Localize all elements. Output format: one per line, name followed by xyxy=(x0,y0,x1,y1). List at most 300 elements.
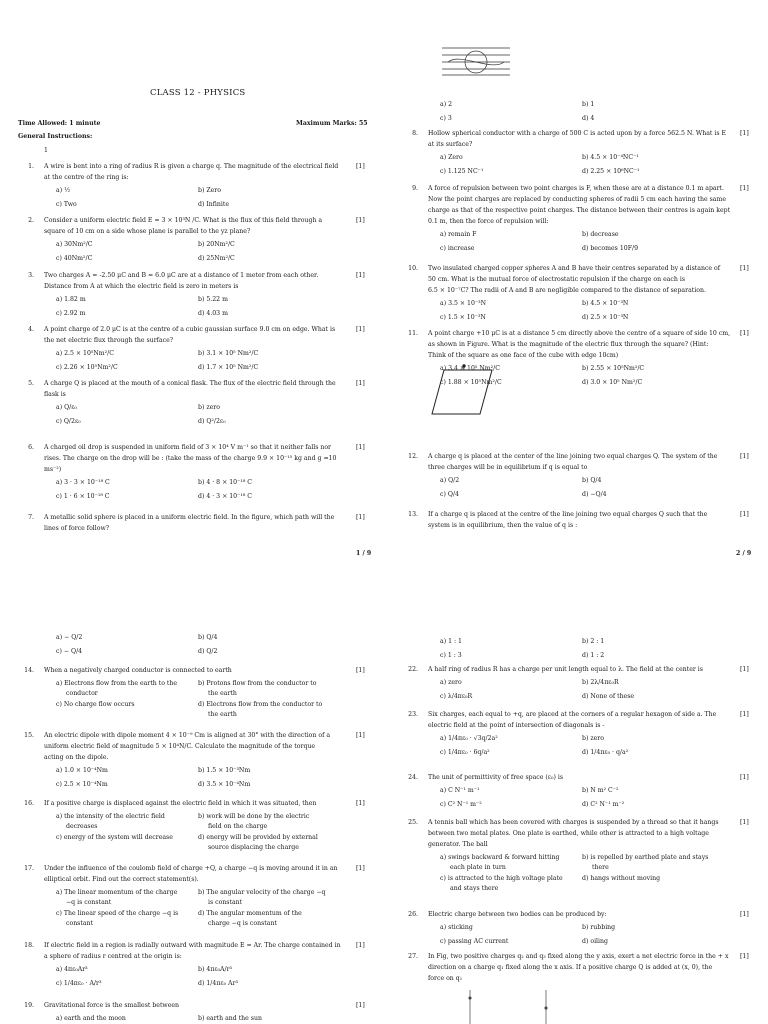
question-line: Two insulated charged copper spheres A and B have their centres separated by a distance of xyxy=(428,265,721,272)
option-item xyxy=(440,476,459,486)
question-text xyxy=(428,817,740,850)
option-item xyxy=(198,909,302,929)
question-text xyxy=(44,798,356,809)
option-text: b) Q/4 xyxy=(582,477,602,484)
question-number: 24. xyxy=(408,774,418,781)
option-text: b) zero xyxy=(582,735,604,742)
question-line: 0.1 m, then the force of repulsion will: xyxy=(428,218,549,225)
option-text: a) zero xyxy=(440,679,462,686)
question-marks: [1] xyxy=(740,265,749,272)
option-text: c) 1/4πε₀ · A/r³ xyxy=(56,980,102,987)
option-text: a) 1.0 × 10⁻⁴Nm xyxy=(56,767,108,774)
option-item xyxy=(582,299,628,309)
question-text xyxy=(44,940,356,962)
option-text: a) C N⁻¹ m⁻¹ xyxy=(440,787,480,794)
option-text: b) 2λ/4πε₀R xyxy=(582,679,619,686)
question-item xyxy=(14,442,374,475)
option-item xyxy=(56,309,85,319)
option-text: d) 1.7 × 10⁵ Nm²/C xyxy=(198,364,259,371)
option-item xyxy=(582,490,607,500)
question-item xyxy=(398,909,758,920)
option-text: field on the charge xyxy=(208,823,268,830)
option-item xyxy=(582,230,619,240)
option-text: b) 4πε₀A/r³ xyxy=(198,966,233,973)
option-carried: a) − Q/2 xyxy=(56,634,83,641)
question-text xyxy=(428,128,740,150)
option-item xyxy=(198,1014,262,1024)
question-line: uniform electric field of magnitude 5 × 10⁴N/C. Calculate the magnitude of the torque xyxy=(44,743,316,750)
option-text: and stays there xyxy=(450,885,499,892)
option-text: d) None of these xyxy=(582,693,635,700)
option-text: d) 2.5 × 10⁻³N xyxy=(582,314,629,321)
question-line: A point charge of 2.0 μC is at the centre of a cubic gaussian surface 9.0 cm on edge. What is xyxy=(44,326,336,333)
option-item xyxy=(56,833,173,843)
question-marks: [1] xyxy=(740,911,749,918)
question-text xyxy=(428,909,740,920)
question-line: the net electric flux through the surface? xyxy=(44,337,174,344)
option-carried: b) Q/4 xyxy=(198,634,218,641)
question-line: 6.5 × 10⁻⁷C? The radii of A and B are negligible compared to the distance of separation. xyxy=(428,287,706,294)
question-line: electric field at the point of intersection of diagonals is - xyxy=(428,722,605,729)
option-carried: a) 1 : 1 xyxy=(440,638,462,645)
option-text: b) rubbing xyxy=(582,924,616,931)
option-carried: d) Q/2 xyxy=(198,648,218,655)
question-item xyxy=(398,709,758,731)
question-marks: [1] xyxy=(356,217,365,224)
question-marks: [1] xyxy=(356,514,365,521)
option-text: a) the intensity of the electric field xyxy=(56,813,165,820)
option-text: d) C² N⁻¹ m⁻² xyxy=(582,801,625,808)
option-item xyxy=(440,937,508,947)
question-marks: [1] xyxy=(740,185,749,192)
question-text xyxy=(428,772,740,783)
question-item xyxy=(398,183,758,227)
option-text: c) 2.5 × 10⁻⁴Nm xyxy=(56,781,108,788)
field-lines-sphere-figure xyxy=(440,42,512,78)
question-text xyxy=(44,378,356,400)
question-item xyxy=(398,664,758,675)
option-text: c) 1.88 × 10⁵Nm²/C xyxy=(440,379,502,386)
question-marks: [1] xyxy=(740,453,749,460)
option-text: a) Q/ε₀ xyxy=(56,404,77,411)
question-number: 3. xyxy=(28,272,34,279)
option-item xyxy=(56,295,86,305)
question-line: flask is xyxy=(44,391,66,398)
option-item xyxy=(198,478,252,488)
option-item xyxy=(56,186,70,196)
option-text: b) work will be done by the electric xyxy=(198,813,310,820)
question-text xyxy=(44,863,356,885)
question-line: at the centre of the ring is: xyxy=(44,174,129,181)
question-line: as shown in Figure. What is the magnitude of the electric flux through the square? (Hint: xyxy=(428,341,709,348)
option-carried: d) 1 : 2 xyxy=(582,652,605,659)
question-number: 17. xyxy=(24,865,34,872)
option-text: c) 40Nm²/C xyxy=(56,255,93,262)
option-text: source displacing the charge xyxy=(208,844,299,851)
option-item xyxy=(56,349,114,359)
option-text: b) N m² C⁻² xyxy=(582,787,619,794)
question-item xyxy=(14,798,374,809)
option-item xyxy=(440,378,502,388)
option-carried: c) − Q/4 xyxy=(56,648,83,655)
option-item xyxy=(198,240,235,250)
option-text: a) 30Nm²/C xyxy=(56,241,93,248)
question-item xyxy=(14,730,374,763)
option-item xyxy=(440,786,480,796)
question-marks: [1] xyxy=(356,444,365,451)
option-text: the earth xyxy=(208,690,237,697)
option-item xyxy=(440,800,482,810)
option-carried: a) 2 xyxy=(440,101,453,108)
option-item xyxy=(582,874,660,884)
question-item xyxy=(14,378,374,400)
option-item xyxy=(582,364,644,374)
question-line: A half ring of radius R has a charge per unit length equal to λ. The field at the center is xyxy=(428,666,703,673)
option-carried: b) 2 : 1 xyxy=(582,638,605,645)
option-item xyxy=(440,364,500,374)
option-text: a) 3.4 × 10⁵ Nm²/C xyxy=(440,365,500,372)
question-line: A charge Q is placed at the mouth of a conical flask. The flux of the electric field through the xyxy=(44,380,336,387)
question-number: 2. xyxy=(28,217,34,224)
option-text: a) swings backward & forward hitting xyxy=(440,854,560,861)
option-text: decreases xyxy=(66,823,98,830)
question-number: 9. xyxy=(412,185,418,192)
option-text: c) 2.26 × 10⁵Nm²/C xyxy=(56,364,118,371)
question-line: A wire is bent into a ring of radius R is given a charge q. The magnitude of the electrical field xyxy=(44,163,339,170)
option-text: c) Q/4 xyxy=(440,491,459,498)
question-line: If a positive charge is displaced against the electric field in which it was situated, then xyxy=(44,800,317,807)
option-text: d) 4 · 3 × 10⁻¹⁸ C xyxy=(198,493,253,500)
option-text: d) Infinite xyxy=(198,201,230,208)
option-text: b) 4 · 8 × 10⁻¹⁸ C xyxy=(198,479,253,486)
option-item xyxy=(198,780,250,790)
option-item xyxy=(198,186,221,196)
option-item xyxy=(56,679,177,699)
option-item xyxy=(56,200,77,210)
option-item xyxy=(440,153,463,163)
option-item xyxy=(56,1014,126,1024)
option-text: c) C² N⁻¹ m⁻² xyxy=(440,801,482,808)
option-item xyxy=(440,923,473,933)
question-line: between two metal plates. One plate is earthed, while other is attracted to a high voltage xyxy=(428,830,709,837)
question-marks: [1] xyxy=(356,1002,365,1009)
option-text: b) decrease xyxy=(582,231,619,238)
option-text: a) The linear momentum of the charge xyxy=(56,889,178,896)
question-line: charge as that of the respective point charges. The distance between their centres is again kept xyxy=(428,207,731,214)
question-line: A metallic solid sphere is placed in a uniform electric field. In the figure, which path will the xyxy=(44,514,335,521)
question-line: a sphere of radius r centred at the origin is: xyxy=(44,953,182,960)
question-line: If a charge q is placed at the centre of the line joining two equal charges Q such that the xyxy=(428,511,708,518)
question-item xyxy=(398,951,758,984)
question-marks: [1] xyxy=(740,666,749,673)
option-item xyxy=(198,363,258,373)
question-number: 8. xyxy=(412,130,418,137)
question-line: When a negatively charged conductor is connected to earth xyxy=(44,667,232,674)
option-item xyxy=(440,748,490,758)
option-item xyxy=(582,244,638,254)
question-text xyxy=(428,451,740,473)
option-text: c) Q/2ε₀ xyxy=(56,418,81,425)
option-item xyxy=(582,748,628,758)
option-item xyxy=(198,349,258,359)
question-number: 5. xyxy=(28,380,34,387)
question-number: 12. xyxy=(408,453,418,460)
question-line: Distance from A at which the electric field is zero in meters is xyxy=(44,283,239,290)
question-text xyxy=(44,1000,356,1011)
question-text xyxy=(44,730,356,763)
question-item xyxy=(14,665,374,676)
stray-number: 1 xyxy=(44,147,48,154)
question-line: A charged oil drop is suspended in uniform field of 3 × 10⁴ V m⁻¹ so that it neither falls nor xyxy=(44,444,332,451)
option-text: −q is constant xyxy=(66,899,112,906)
option-text: the earth xyxy=(208,711,237,718)
option-item xyxy=(198,700,322,720)
option-text: b) is repelled by earthed plate and stays xyxy=(582,854,709,861)
option-item xyxy=(440,244,474,254)
question-line: Two charges A = -2.50 μC and B = 6.0 μC are at a distance of 1 meter from each other. xyxy=(44,272,319,279)
question-marks: [1] xyxy=(356,272,365,279)
option-item xyxy=(582,167,640,177)
option-text: d) 3.0 × 10⁵ Nm²/C xyxy=(582,379,643,386)
option-item xyxy=(582,313,628,323)
question-line: Hollow spherical conductor with a charge of 500 C is acted upon by a force 562.5 N. What is E xyxy=(428,130,727,137)
option-text: b) 1.5 × 10⁻³Nm xyxy=(198,767,251,774)
question-number: 22. xyxy=(408,666,418,673)
option-text: c) energy of the system will decrease xyxy=(56,834,173,841)
option-item xyxy=(198,979,238,989)
question-marks: [1] xyxy=(356,163,365,170)
question-line: Gravitational force is the smallest between xyxy=(44,1002,180,1009)
option-text: d) 2.25 × 10⁶NC⁻¹ xyxy=(582,168,640,175)
question-item xyxy=(398,509,758,531)
option-text: d) The angular momentum of the xyxy=(198,910,302,917)
option-text: c) 2.92 m xyxy=(56,310,86,317)
question-marks: [1] xyxy=(356,732,365,739)
option-text: b) Zero xyxy=(198,187,221,194)
option-item xyxy=(56,979,101,989)
question-marks: [1] xyxy=(356,380,365,387)
question-text xyxy=(44,161,356,183)
option-text: a) Q/2 xyxy=(440,477,460,484)
option-text: c) 1.5 × 10⁻³N xyxy=(440,314,486,321)
option-text: a) 2.5 × 10⁵Nm²/C xyxy=(56,350,114,357)
time-allowed: Time Allowed: 1 minute xyxy=(18,120,101,127)
question-marks: [1] xyxy=(356,865,365,872)
question-line: The unit of permittivity of free space (ε₀) is xyxy=(428,774,564,781)
question-number: 15. xyxy=(24,732,34,739)
option-item xyxy=(198,254,235,264)
option-item xyxy=(56,403,77,413)
option-text: c) λ/4πε₀R xyxy=(440,693,473,700)
question-marks: [1] xyxy=(356,800,365,807)
option-text: d) 1/4πε₀ Ar³ xyxy=(198,980,238,987)
option-text: d) Electrons flow from the conductor to xyxy=(198,701,323,708)
option-text: b) The angular velocity of the charge −q xyxy=(198,889,326,896)
question-line: ms⁻²) xyxy=(44,466,62,473)
option-item xyxy=(440,313,486,323)
question-number: 23. xyxy=(408,711,418,718)
option-item xyxy=(56,700,135,710)
option-item xyxy=(198,833,318,853)
option-text: d) Q²/2ε₀ xyxy=(198,418,226,425)
option-item xyxy=(56,909,178,929)
option-item xyxy=(440,230,476,240)
question-line: Six charges, each equal to +q, are placed at the corners of a regular hexagon of side a. The xyxy=(428,711,717,718)
question-item xyxy=(14,863,374,885)
option-text: b) 3.1 × 10⁵ Nm²/C xyxy=(198,350,259,357)
option-text: c) No charge flow occurs xyxy=(56,701,135,708)
option-text: c) passing AC current xyxy=(440,938,509,945)
option-item xyxy=(582,853,708,873)
question-number: 27. xyxy=(408,953,418,960)
option-item xyxy=(56,478,110,488)
question-number: 26. xyxy=(408,911,418,918)
question-line: three charges will be in equilibrium if q is equal to xyxy=(428,464,588,471)
option-text: b) 4.5 × 10⁻⁴NC⁻¹ xyxy=(582,154,639,161)
option-item xyxy=(440,853,560,873)
question-number: 14. xyxy=(24,667,34,674)
option-text: d) 4.03 m xyxy=(198,310,228,317)
option-item xyxy=(56,254,92,264)
option-carried: c) 1 : 3 xyxy=(440,652,462,659)
option-item xyxy=(440,678,462,688)
question-marks: [1] xyxy=(740,774,749,781)
option-text: a) 1/4πε₀ · √3q/2a² xyxy=(440,735,498,742)
question-line: lines of force follow? xyxy=(44,525,110,532)
question-marks: [1] xyxy=(356,667,365,674)
option-text: b) zero xyxy=(198,404,220,411)
option-text: d) hangs without moving xyxy=(582,875,661,882)
question-item xyxy=(14,270,374,292)
option-item xyxy=(582,923,615,933)
option-text: b) 20Nm²/C xyxy=(198,241,235,248)
option-item xyxy=(56,363,118,373)
question-line: A tennis ball which has been covered with charges is suspended by a thread so that it hangs xyxy=(428,819,719,826)
question-line: Consider a uniform electric field E = 3 × 10³N /C. What is the flux of this field through a xyxy=(44,217,323,224)
question-marks: [1] xyxy=(740,711,749,718)
option-item xyxy=(198,309,228,319)
option-item xyxy=(440,734,498,744)
question-text xyxy=(428,328,740,361)
option-text: constant xyxy=(66,920,93,927)
question-number: 4. xyxy=(28,326,34,333)
question-line: In Fig, two positive charges q₂ and q₃ fixed along the y axis, exert a net electric force in the + x xyxy=(428,953,729,960)
question-item xyxy=(14,161,374,183)
question-marks: [1] xyxy=(740,130,749,137)
option-text: there xyxy=(592,864,609,871)
question-item xyxy=(398,451,758,473)
option-text: c) Two xyxy=(56,201,77,208)
question-marks: [1] xyxy=(740,511,749,518)
option-text: charge −q is constant xyxy=(208,920,277,927)
option-text: b) Protons flow from the conductor to xyxy=(198,680,317,687)
question-item xyxy=(14,1000,374,1011)
question-line: system is in equilibrium, then the value of q is : xyxy=(428,522,578,529)
question-marks: [1] xyxy=(740,953,749,960)
question-item xyxy=(398,817,758,850)
option-text: b) 2.55 × 10⁵Nm²/C xyxy=(582,365,645,372)
question-item xyxy=(398,772,758,783)
option-item xyxy=(440,874,563,894)
question-text xyxy=(44,324,356,346)
option-text: a) sticking xyxy=(440,924,473,931)
question-line: generator. The ball xyxy=(428,841,488,848)
question-item xyxy=(14,324,374,346)
question-line: Under the influence of the coulomb field of charge +Q, a charge −q is moving around it in an xyxy=(44,865,338,872)
question-line: A force of repulsion between two point charges is F, when these are at a distance 0.1 m apart. xyxy=(428,185,725,192)
question-text xyxy=(44,665,356,676)
question-line: A charge q is placed at the center of the line joining two equal charges Q. The system of the xyxy=(428,453,718,460)
option-item xyxy=(198,965,232,975)
question-line: force on q₁ xyxy=(428,975,463,982)
question-item xyxy=(398,128,758,150)
option-item xyxy=(582,692,634,702)
question-line: An electric dipole with dipole moment 4 × 10⁻⁹ Cm is aligned at 30° with the direction of a xyxy=(44,732,331,739)
maximum-marks: Maximum Marks: 55 xyxy=(296,120,368,127)
question-line: rises. The charge on the drop will be : (take the mass of the charge 9.9 × 10⁻¹⁵ kg and g =10 xyxy=(44,455,337,462)
option-item xyxy=(582,786,619,796)
option-text: c) 1.125 NC⁻¹ xyxy=(440,168,484,175)
option-carried: b) 1 xyxy=(582,101,595,108)
option-text: d) energy will be provided by external xyxy=(198,834,318,841)
option-text: each plate in turn xyxy=(450,864,506,871)
option-item xyxy=(56,965,88,975)
question-number: 7. xyxy=(28,514,34,521)
question-line: Think of the square as one face of the cube with edge 10cm) xyxy=(428,352,619,359)
option-item xyxy=(56,888,177,908)
option-item xyxy=(198,417,226,427)
option-text: a) remain F xyxy=(440,231,477,238)
option-item xyxy=(56,780,108,790)
option-carried: d) 4 xyxy=(582,115,595,122)
page-4 xyxy=(384,512,768,1024)
question-line: Electric charge between two bodies can be produced by: xyxy=(428,911,607,918)
option-text: b) 4.5 × 10⁻³N xyxy=(582,300,629,307)
option-item xyxy=(56,812,165,832)
question-marks: [1] xyxy=(740,819,749,826)
option-item xyxy=(582,937,608,947)
option-item xyxy=(198,403,220,413)
question-number: 6. xyxy=(28,444,34,451)
option-text: d) 3.5 × 10⁻⁴Nm xyxy=(198,781,251,788)
question-item xyxy=(398,328,758,361)
option-carried: c) 3 xyxy=(440,115,452,122)
option-text: d) 1/4πε₀ · q/a² xyxy=(582,749,629,756)
option-text: a) Electrons flow from the earth to the xyxy=(56,680,178,687)
question-number: 13. xyxy=(408,511,418,518)
question-number: 18. xyxy=(24,942,34,949)
question-line: at its surface? xyxy=(428,141,473,148)
option-item xyxy=(56,240,93,250)
option-text: a) 3 · 3 × 10⁻¹⁸ C xyxy=(56,479,110,486)
option-item xyxy=(582,734,604,744)
question-text xyxy=(44,270,356,292)
option-text: d) 25Nm²/C xyxy=(198,255,235,262)
question-line: square of 10 cm on a side whose plane is parallel to the yz plane? xyxy=(44,228,251,235)
option-item xyxy=(440,490,459,500)
option-text: b) earth and the sun xyxy=(198,1015,262,1022)
question-text xyxy=(428,664,740,675)
question-line: elliptical orbit. Find out the correct statement(s). xyxy=(44,876,199,883)
question-text xyxy=(428,509,740,531)
charges-axes-figure xyxy=(430,986,570,1024)
option-text: c) is attracted to the high voltage plate xyxy=(440,875,563,882)
option-item xyxy=(582,678,619,688)
question-item xyxy=(398,263,758,296)
option-item xyxy=(582,378,642,388)
option-item xyxy=(56,417,81,427)
option-item xyxy=(582,153,639,163)
